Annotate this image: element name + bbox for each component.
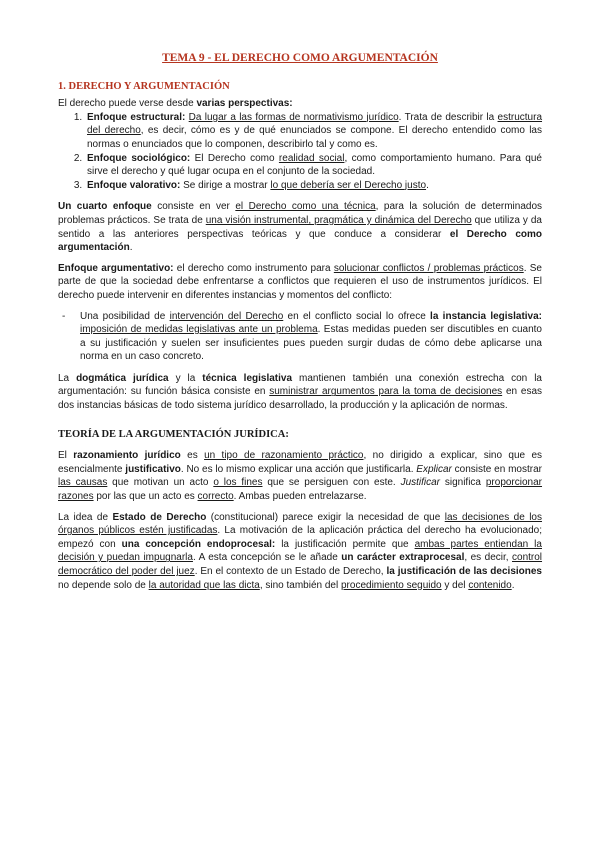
list-item-sociologico: 2. Enfoque sociológico: El Derecho como realidad social, como comportamiento humano. Para qué sirve el derecho y qué lugar ocupa en el conjunto de la sociedad. <box>85 152 542 179</box>
instancias-list <box>58 310 542 364</box>
intro-paragraph: El derecho puede verse desde varias perspectivas: <box>58 98 293 110</box>
section-heading-teoria-argumentacion: TEORÍA DE LA ARGUMENTACIÓN JURÍDICA: <box>58 428 289 440</box>
dogmatica-paragraph: La dogmática jurídica y la técnica legislativa mantienen también una conexión estrecha con la argumentación: su función básica consiste en suministrar argumentos para la toma de decisiones en esas dos instancias básicas de todo sistema jurídico desarrollado, la producción y la aplicación de normas. <box>58 372 542 412</box>
estado-derecho-paragraph: La idea de Estado de Derecho (constitucional) parece exigir la necesidad de que las decisiones de los órganos públicos estén justificadas. La motivación de la aplicación práctica del derecho ha evolucionado; empezó con una concepción endoprocesal: la justificación permite que ambas partes entiendan la decisión y puedan impugnarla. A esta concepción se le añade un carácter extraprocesal, es decir, control democrático del poder del juez. En el contexto de un Estado de Derecho, la justificación de las decisiones no depende solo de la autoridad que las dicta, sino también del procedimiento seguido y del contenido. <box>58 511 543 591</box>
enfoque-argumentativo-paragraph: Enfoque argumentativo: el derecho como instrumento para solucionar conflictos / problemas prácticos. Se parte de que la sociedad debe enfrentarse a conflictos que requieren el uso de instrumentos jurídicos. El derecho puede intervenir en diferentes instancias y momentos del conflicto: <box>58 262 542 301</box>
list-item-instancia-legislativa: - Una posibilidad de intervención del Derecho en el conflicto social lo ofrece la instancia legislativa: imposición de medidas legislativas ante un problema. Estas medidas pueden ser discutibles en cuanto a su justificación y suelen ser insuficientes pues pueden surgir dudas de cómo debe aplicarse una norma en un caso concreto. <box>62 310 543 363</box>
document-page <box>58 52 542 599</box>
list-item-valorativo: 3. Enfoque valorativo: Se dirige a mostrar lo que debería ser el Derecho justo. <box>85 179 542 193</box>
cuarto-enfoque-paragraph: Un cuarto enfoque consiste en ver el Derecho como una técnica, para la solución de determinados problemas prácticos. Se trata de una visión instrumental, pragmática y dinámica del Derecho que utiliza y da sentido a las anteriores perspectivas teóricas y que conduce a considerar el Derecho como argumentación. <box>58 201 543 254</box>
section-heading-derecho-argumentacion: 1. DERECHO Y ARGUMENTACIÓN <box>58 80 230 92</box>
razonamiento-paragraph: El razonamiento jurídico es un tipo de razonamiento práctico, no dirigido a explicar, sino que es esencialmente justificativo. No es lo mismo explicar una acción que justificarla. Explicar consiste en mostrar las causas que motivan un acto o los fines que se persiguen con este. Justificar significa proporcionar razones por las que un acto es correcto. Ambas pueden entrelazarse. <box>58 450 543 503</box>
list-item-estructural: 1. Enfoque estructural: Da lugar a las formas de normativismo jurídico. Trata de describir la estructura del derecho, es decir, cómo es y de qué enunciados se compone. El derecho entendido como las normas o enunciados que lo componen, describirlo tal y como es. <box>85 111 542 152</box>
perspectives-list <box>58 111 542 193</box>
page-title: TEMA 9 - EL DERECHO COMO ARGUMENTACIÓN <box>162 52 438 64</box>
